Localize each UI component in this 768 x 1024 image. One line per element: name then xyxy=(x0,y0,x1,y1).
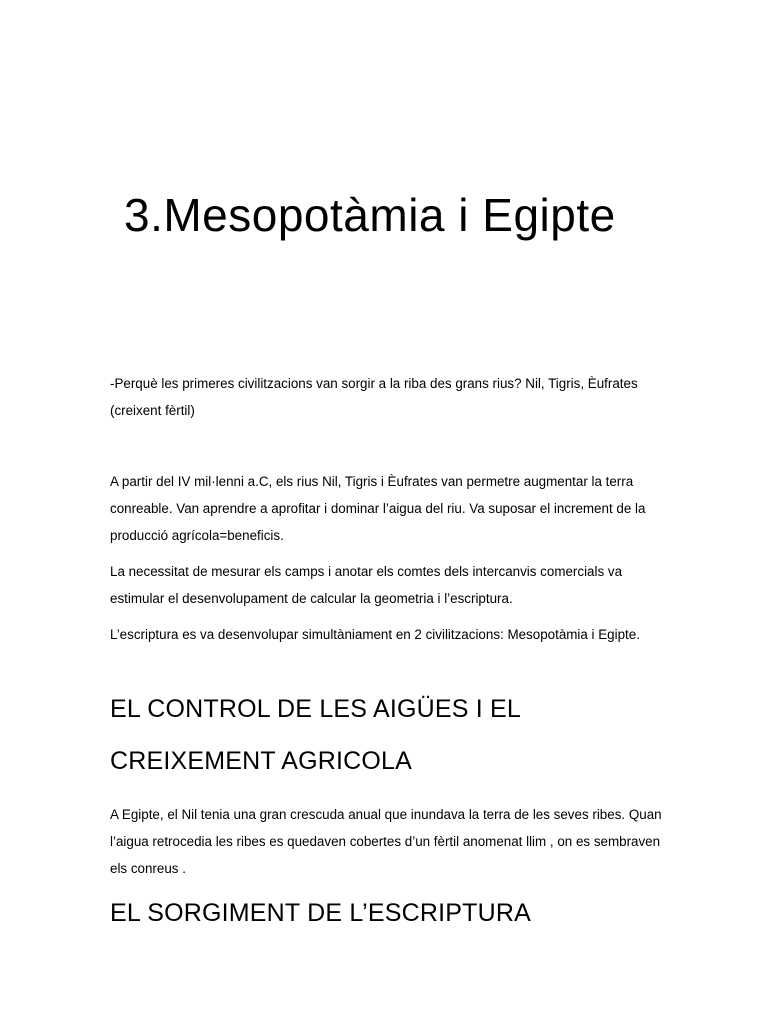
paragraph-writing: L’escriptura es va desenvolupar simultàniament en 2 civilitzacions: Mesopotàmia i Egipte. xyxy=(110,627,640,642)
paragraph-measurement: La necessitat de mesurar els camps i anotar els comtes dels intercanvis comercials va estimular el desenvolupament de calcular la geometria i l’escriptura. xyxy=(110,564,623,606)
section-heading-writing-origin: EL SORGIMENT DE L’ESCRIPTURA xyxy=(110,899,531,927)
paragraph-rivers: A partir del IV mil·lenni a.C, els rius Nil, Tigris i Èufrates van permetre augmentar la terra conreable. Van aprendre a aprofitar i dominar l’aigua del riu. Va suposar el increment de la producció agrícola=beneficis. xyxy=(110,474,646,543)
paragraph-nile: A Egipte, el Nil tenia una gran crescuda anual que inundava la terra de les seves ribes. Quan l’aigua retrocedia les ribes es quedaven cobertes d’un fèrtil anomenat llim , on es sembraven els conreus . xyxy=(110,807,662,876)
intro-question: -Perquè les primeres civilitzacions van sorgir a la riba des grans rius? Nil, Tigris, Èufrates (creixent fèrtil) xyxy=(110,376,638,418)
page-title: 3.Mesopotàmia i Egipte xyxy=(124,189,616,241)
section-heading-water-control: EL CONTROL DE LES AIGÜES I EL CREIXEMENT AGRICOLA xyxy=(110,695,521,775)
